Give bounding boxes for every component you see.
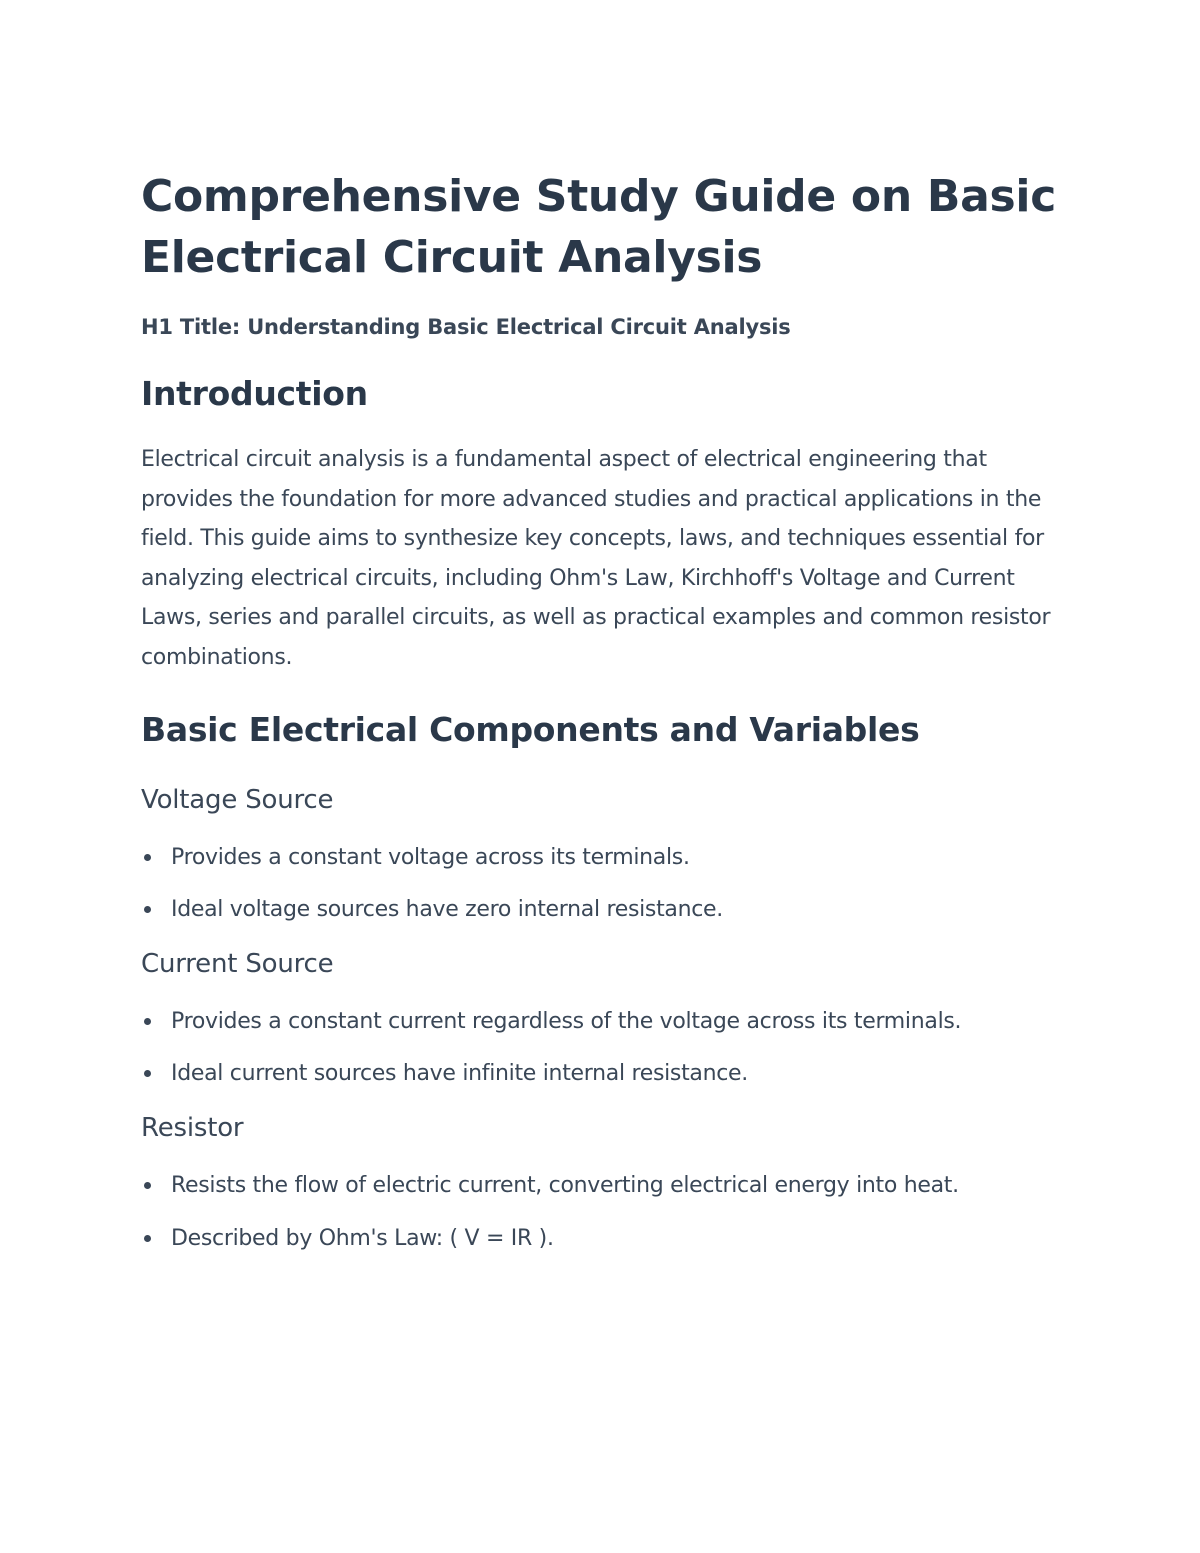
list-item: [141, 890, 1061, 930]
list-item: [141, 1166, 1061, 1206]
voltage-source-heading: Voltage Source: [141, 784, 334, 815]
list-item: [141, 1054, 1061, 1094]
introduction-paragraph: Electrical circuit analysis is a fundamental aspect of electrical engineering that provides the foundation for more advanced studies and practical applications in the field. This guide aims to synthesize key concepts, laws, and techniques essential for analyzing electrical circuits, including Ohm's Law, Kirchhoff's Voltage and Current Laws, series and parallel circuits, as well as practical examples and common resistor combinations.: [141, 447, 1051, 670]
resistor-heading: Resistor: [141, 1112, 244, 1143]
bullet-icon: [144, 854, 151, 861]
bullet-icon: [144, 1235, 151, 1242]
bullet-icon: [144, 906, 151, 913]
components-heading: Basic Electrical Components and Variables: [141, 709, 920, 749]
document-title: Comprehensive Study Guide on Basic Electrical Circuit Analysis: [141, 171, 1056, 283]
list-item-text: Ideal voltage sources have zero internal resistance.: [171, 897, 723, 923]
list-item-text: Ideal current sources have infinite internal resistance.: [171, 1061, 748, 1087]
document-page: [141, 166, 1061, 1271]
list-item: [141, 1002, 1061, 1042]
list-item: [141, 1219, 1061, 1259]
introduction-heading: Introduction: [141, 374, 368, 413]
bullet-icon: [144, 1018, 151, 1025]
list-item-text: Described by Ohm's Law: ( V = IR ).: [171, 1225, 554, 1251]
bullet-icon: [144, 1070, 151, 1077]
list-item-text: Resists the flow of electric current, converting electrical energy into heat.: [171, 1172, 959, 1198]
list-item-text: Provides a constant current regardless of the voltage across its terminals.: [171, 1008, 962, 1034]
voltage-source-list: [141, 838, 1061, 930]
resistor-list: [141, 1166, 1061, 1258]
list-item: [141, 838, 1061, 878]
current-source-list: [141, 1002, 1061, 1094]
current-source-heading: Current Source: [141, 948, 334, 979]
bullet-icon: [144, 1182, 151, 1189]
document-subtitle: H1 Title: Understanding Basic Electrical Circuit Analysis: [141, 315, 791, 339]
list-item-text: Provides a constant voltage across its terminals.: [171, 844, 690, 870]
